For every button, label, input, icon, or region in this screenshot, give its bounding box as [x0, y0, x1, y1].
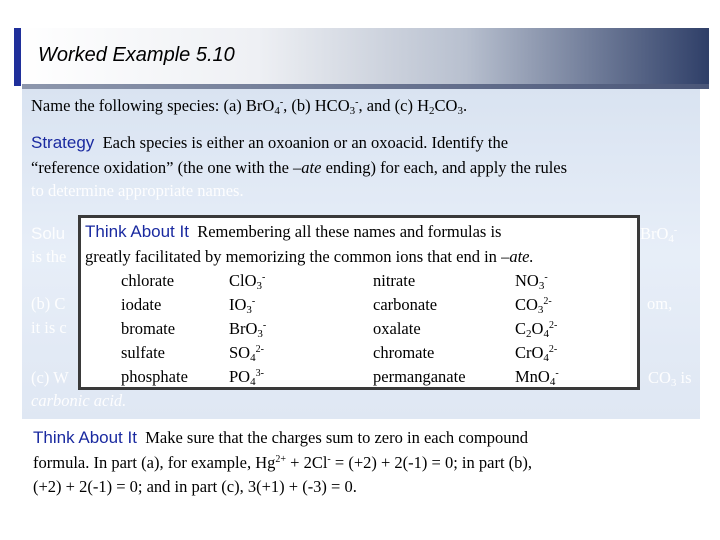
ion-formula: $IO_3^-$ — [229, 295, 256, 316]
ion-formula: CrO$_4^{2-}$ — [515, 343, 558, 364]
strategy-line-2 — [31, 158, 567, 178]
strategy-line-1 — [31, 133, 508, 153]
solution-fragment-1: BrO$_4$- — [640, 224, 678, 245]
ion-name: sulfate — [121, 343, 165, 362]
solution-fragment-4: it is c — [31, 318, 67, 337]
solution-fragment-6: carbonic acid. — [31, 391, 127, 410]
ion-name: permanganate — [373, 367, 466, 386]
strategy-heading: Strategy — [31, 133, 95, 152]
ion-formula: $C_2O_4^{2-}$ — [515, 319, 558, 340]
ion-formula: ClO$_3$- — [229, 271, 266, 292]
ion-formula: $PO_4^{3-}$ — [229, 367, 264, 388]
bottom-line-2: formula. In part (a), for example, $Hg^{2+} + 2Cl^- = (+2) + 2(-1) = 0$; in part (b), — [33, 453, 533, 472]
solution-fragment-3-end: om, — [647, 294, 673, 313]
solution-heading-fragment: Solu — [31, 224, 66, 243]
solution-fragment-5-end: $CO_3$ is — [648, 368, 692, 389]
strategy-text-2b: ending) for each, and apply the rules — [321, 158, 568, 177]
ion-formula: $NO_3^-$ — [515, 271, 548, 292]
ion-name: bromate — [121, 319, 176, 338]
ion-formula: $SO_4^{2-}$ — [229, 343, 264, 364]
ion-formula: $CO_3^{2-}$ — [515, 295, 552, 316]
think-about-it-box — [78, 215, 640, 390]
strategy-text-2a: “reference oxidation” (the one with the — [31, 158, 294, 177]
strategy-ate: –ate — [293, 158, 322, 177]
box-line-1 — [85, 222, 501, 242]
ion-name: phosphate — [121, 367, 188, 386]
ion-formula: BrO$_3$- — [229, 319, 267, 340]
box-heading: Think About It — [85, 222, 189, 241]
ion-name: iodate — [121, 295, 162, 314]
solution-fragment-2: is the — [31, 247, 67, 266]
strategy-line-3: to determine appropriate names. — [31, 181, 244, 200]
strategy-text-1: Each species is either an oxoanion or an oxoacid. Identify the — [102, 133, 509, 152]
slide-title: Worked Example 5.10 — [38, 44, 235, 66]
ion-formula: MnO$_4$- — [515, 367, 559, 388]
ion-name: chromate — [373, 343, 435, 362]
ion-name: oxalate — [373, 319, 421, 338]
solution-fragment-3: (b) C — [31, 294, 66, 313]
bottom-line-3: (+2) + 2(-1) = 0; and in part (c), 3(+1) + (-3) = 0. — [33, 477, 357, 496]
title-accent-stripe — [14, 28, 21, 86]
ion-name: nitrate — [373, 271, 416, 290]
ion-name: carbonate — [373, 295, 438, 314]
box-line-2: greatly facilitated by memorizing the common ions that end in –ate. — [85, 247, 534, 266]
bottom-line-1 — [33, 428, 528, 448]
bottom-heading: Think About It — [33, 428, 137, 447]
ion-name: chlorate — [121, 271, 175, 290]
problem-statement: Name the following species: (a) BrO$_4$-, (b) $HCO_3^-$, and (c) $H_2CO_3$. — [31, 96, 468, 117]
bottom-text-1: Make sure that the charges sum to zero in each compound — [145, 428, 528, 447]
solution-fragment-5: (c) W — [31, 368, 69, 387]
box-text-1: Remembering all these names and formulas is — [197, 222, 502, 241]
